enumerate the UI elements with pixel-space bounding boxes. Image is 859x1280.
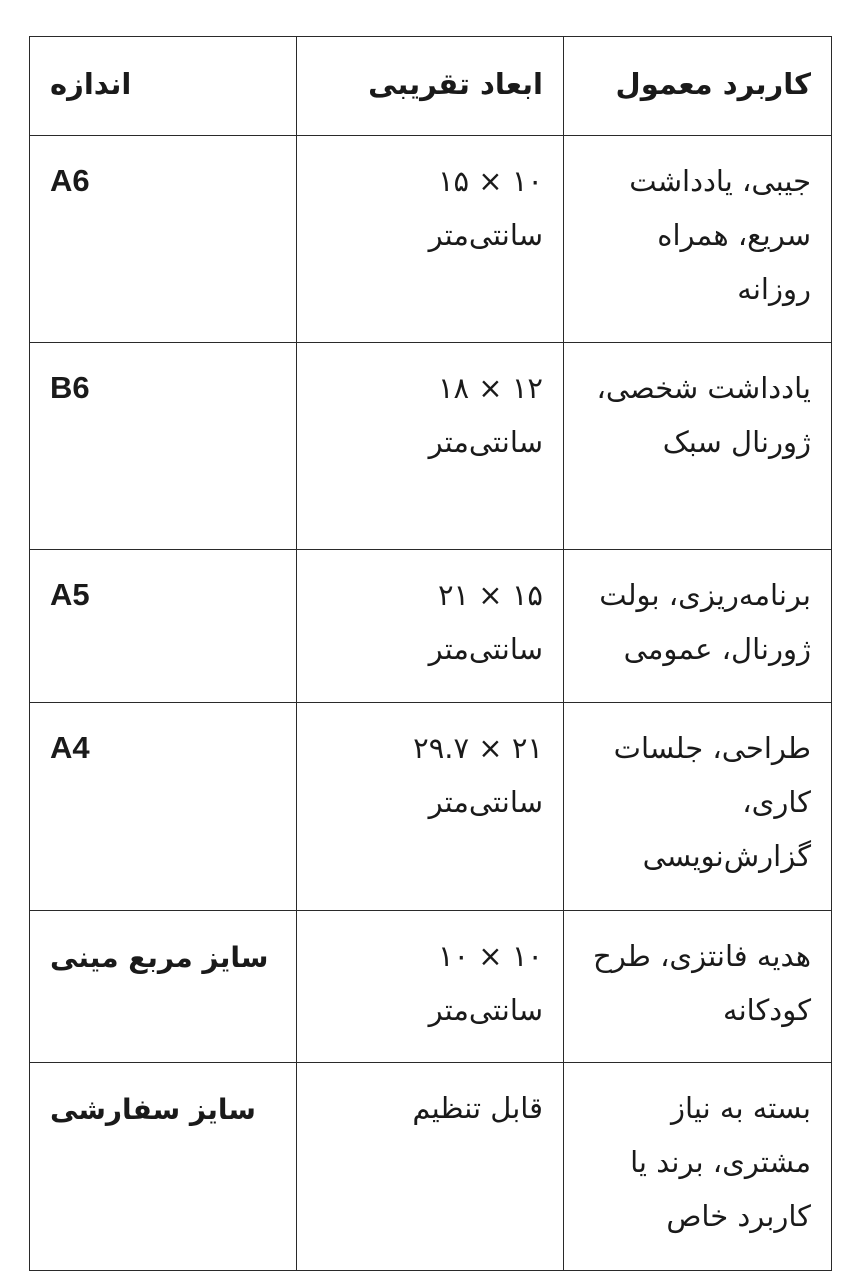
table-row [30, 550, 832, 703]
dimensions-cell: ۲۱ × ۲۹.۷ سانتی‌متر [297, 703, 564, 911]
usage-cell: هدیه فانتزی، طرح کودکانه [564, 911, 832, 1063]
table-header-row [30, 37, 832, 136]
header-dimensions: ابعاد تقریبی [297, 37, 564, 136]
size-cell: A4 [30, 703, 297, 911]
table-row [30, 136, 832, 343]
size-cell: B6 [30, 343, 297, 550]
dimensions-cell: ۱۲ × ۱۸ سانتی‌متر [297, 343, 564, 550]
size-cell: سایز مربع مینی [30, 911, 297, 1063]
dimensions-cell: ۱۵ × ۲۱ سانتی‌متر [297, 550, 564, 703]
table-row [30, 911, 832, 1063]
notebook-sizes-table-container [29, 36, 831, 1271]
usage-cell: جیبی، یادداشت سریع، همراه روزانه [564, 136, 832, 343]
header-size: اندازه [30, 37, 297, 136]
table-row [30, 1063, 832, 1271]
usage-cell: یادداشت شخصی، ژورنال سبک [564, 343, 832, 550]
usage-cell: بسته به نیاز مشتری، برند یا کاربرد خاص [564, 1063, 832, 1271]
notebook-sizes-table [29, 36, 832, 1271]
table-row [30, 703, 832, 911]
dimensions-cell: قابل تنظیم [297, 1063, 564, 1271]
size-cell: A6 [30, 136, 297, 343]
table-row [30, 343, 832, 550]
usage-cell: طراحی، جلسات کاری، گزارش‌نویسی [564, 703, 832, 911]
usage-cell: برنامه‌ریزی، بولت ژورنال، عمومی [564, 550, 832, 703]
dimensions-cell: ۱۰ × ۱۰ سانتی‌متر [297, 911, 564, 1063]
header-usage: کاربرد معمول [564, 37, 832, 136]
size-cell: سایز سفارشی [30, 1063, 297, 1271]
dimensions-cell: ۱۰ × ۱۵ سانتی‌متر [297, 136, 564, 343]
size-cell: A5 [30, 550, 297, 703]
